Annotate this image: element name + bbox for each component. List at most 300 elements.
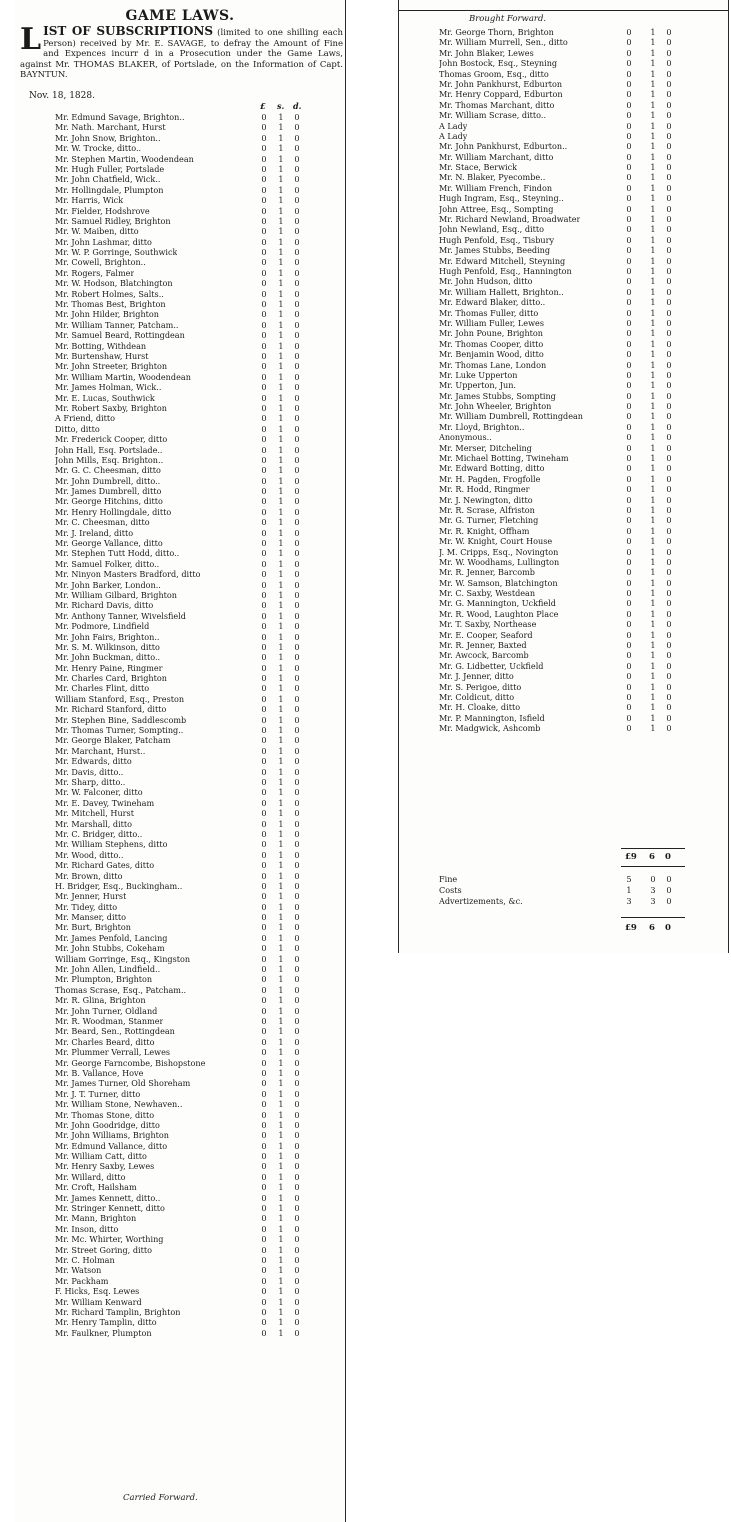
amount-pounds: 0: [261, 247, 267, 258]
amount-pence: 0: [294, 1161, 300, 1172]
amount-pounds: 0: [626, 27, 632, 37]
amount-pounds: 0: [261, 319, 267, 330]
amount-pounds: 0: [261, 278, 267, 289]
amount-pence: 0: [294, 1265, 300, 1276]
amount-shillings: 1: [278, 1192, 284, 1203]
list-item: [15, 673, 345, 683]
amount-pence: 0: [294, 880, 300, 891]
subscriber-name: Mr. James Stubbs, Sompting: [439, 390, 556, 401]
list-item: [15, 559, 345, 569]
amount-pounds: 0: [261, 361, 267, 372]
amount-pence: 0: [294, 309, 300, 320]
list-item: [399, 661, 728, 671]
expense-pence: 0: [666, 874, 672, 884]
amount-pence: 0: [666, 203, 672, 214]
list-item: [399, 682, 728, 692]
list-item: [15, 933, 345, 943]
amount-pence: 0: [666, 546, 672, 557]
amount-shillings: 1: [278, 299, 284, 310]
list-item: [399, 339, 728, 349]
amount-shillings: 1: [650, 421, 656, 432]
list-item: [15, 548, 345, 558]
amount-shillings: 1: [278, 319, 284, 330]
amount-pounds: 0: [261, 683, 267, 694]
list-item: [15, 735, 345, 745]
amount-shillings: 1: [278, 693, 284, 704]
amount-pounds: 0: [261, 569, 267, 580]
subscriber-name: Mr. Nath. Marchant, Hurst: [55, 122, 166, 133]
amount-pence: 0: [294, 392, 300, 403]
amount-pounds: 0: [261, 548, 267, 559]
subscriber-name: Mr. Coldicut, ditto: [439, 692, 515, 702]
list-item: [399, 360, 728, 370]
subscriber-name: Mr. Edmund Savage, Brighton..: [55, 112, 185, 122]
list-item: [399, 141, 728, 151]
amount-pounds: 0: [261, 143, 267, 154]
amount-pence: 0: [666, 390, 672, 401]
amount-pence: 0: [294, 257, 300, 268]
amount-pounds: 0: [626, 619, 632, 630]
intro-caps: IST OF SUBSCRIPTIONS: [43, 24, 214, 38]
amount-pence: 0: [294, 953, 300, 964]
subscriber-name: Mr. Henry Coppard, Edburton: [439, 89, 563, 100]
amount-pounds: 0: [261, 725, 267, 736]
amount-shillings: 1: [278, 278, 284, 289]
amount-pounds: 0: [261, 465, 267, 476]
expense-pence: 0: [666, 896, 672, 906]
amount-pence: 0: [294, 496, 300, 507]
amount-pence: 0: [294, 569, 300, 580]
list-item: [15, 922, 345, 932]
amount-shillings: 1: [278, 475, 284, 486]
amount-pence: 0: [294, 132, 300, 143]
subscriber-name: Mr. Merser, Ditcheling: [439, 442, 532, 453]
amount-pence: 0: [294, 943, 300, 954]
amount-shillings: 1: [650, 359, 656, 370]
list-item: [15, 808, 345, 818]
list-item: [399, 474, 728, 484]
amount-pounds: 0: [261, 174, 267, 185]
list-item: [15, 289, 345, 299]
amount-shillings: 1: [278, 486, 284, 497]
amount-shillings: 1: [278, 880, 284, 891]
list-item: [15, 694, 345, 704]
amount-shillings: 1: [278, 1203, 284, 1214]
grand-total-pence: 0: [665, 923, 671, 933]
amount-pence: 0: [666, 47, 672, 58]
list-item: [15, 580, 345, 590]
subscriber-name: Mr. Street Goring, ditto: [55, 1244, 152, 1255]
amount-pounds: 0: [626, 650, 632, 661]
amount-pounds: 0: [626, 68, 632, 79]
amount-shillings: 1: [650, 110, 656, 121]
amount-pence: 0: [294, 1306, 300, 1317]
list-item: [399, 297, 728, 307]
subscriber-name: Mr. E. Davey, Twineham: [55, 797, 155, 808]
amount-shillings: 1: [650, 442, 656, 453]
amount-shillings: 1: [278, 953, 284, 964]
amount-shillings: 1: [650, 453, 656, 464]
list-item: [399, 89, 728, 99]
amount-pence: 0: [294, 1005, 300, 1016]
list-item: [15, 226, 345, 236]
subscriber-name: Mr. Edwards, ditto: [55, 756, 132, 767]
amount-pounds: 0: [261, 756, 267, 767]
amount-shillings: 1: [650, 556, 656, 567]
subscriber-name: Mr. William Stephens, ditto: [55, 839, 168, 850]
subscriber-name: William Stanford, Esq., Preston: [55, 693, 185, 704]
subscriber-name: Mr. Marchant, Hurst..: [55, 745, 146, 756]
subscriber-name: Mr. George Hitchins, ditto: [55, 496, 163, 507]
subscriber-name: Mr. John Pankhurst, Edburton..: [439, 141, 568, 152]
amount-pence: 0: [294, 112, 300, 122]
amount-pence: 0: [666, 141, 672, 152]
amount-shillings: 1: [650, 338, 656, 349]
amount-shillings: 1: [278, 1119, 284, 1130]
subscriber-name: Hugh Penfold, Esq., Hannington: [439, 265, 572, 276]
subscriber-name: Mr. Luke Upperton: [439, 369, 518, 380]
list-item: [399, 110, 728, 120]
amount-shillings: 1: [650, 432, 656, 443]
amount-shillings: 1: [278, 735, 284, 746]
amount-pence: 0: [294, 631, 300, 642]
amount-shillings: 1: [650, 193, 656, 204]
amount-pounds: 0: [626, 203, 632, 214]
currency-header-pounds: £: [260, 101, 266, 111]
list-item: [15, 1182, 345, 1192]
amount-shillings: 1: [278, 839, 284, 850]
list-item: [15, 496, 345, 506]
amount-shillings: 1: [278, 964, 284, 975]
amount-pence: 0: [294, 122, 300, 133]
subscriber-name: Mr. Packham: [55, 1275, 109, 1286]
subscriber-name: Mr. Podmore, Lindfield: [55, 621, 150, 632]
subscriber-name: Mr. C. Cheesman, ditto: [55, 517, 150, 528]
amount-pence: 0: [666, 484, 672, 495]
amount-shillings: 1: [650, 411, 656, 422]
subscriber-name: Mr. Richard Stanford, ditto: [55, 704, 167, 715]
subscriber-name: Mr. Hugh Fuller, Portslade: [55, 163, 165, 174]
amount-pounds: 0: [261, 652, 267, 663]
subscriber-name: Mr. Burtenshaw, Hurst: [55, 350, 149, 361]
list-item: [15, 1328, 345, 1338]
list-item: [399, 650, 728, 660]
amount-pence: 0: [294, 1192, 300, 1203]
subscriber-name: Mr. Thomas Lane, London: [439, 359, 547, 370]
amount-pence: 0: [666, 577, 672, 588]
subscriber-name: Mr. Charles Flint, ditto: [55, 683, 150, 694]
list-item: [399, 547, 728, 557]
subscriber-name: Mr. John Streeter, Brighton: [55, 361, 168, 372]
sum-rule-bottom: [621, 866, 685, 867]
amount-pence: 0: [294, 756, 300, 767]
list-item: [399, 100, 728, 110]
amount-pounds: 0: [261, 444, 267, 455]
subscriber-name: Mr. William Kenward: [55, 1296, 142, 1307]
amount-pounds: 0: [261, 891, 267, 902]
amount-pounds: 0: [261, 112, 267, 122]
amount-shillings: 1: [278, 1296, 284, 1307]
amount-shillings: 1: [278, 236, 284, 247]
amount-pounds: 0: [626, 515, 632, 526]
drop-cap: L: [20, 22, 42, 57]
amount-pounds: 0: [261, 132, 267, 143]
amount-shillings: 1: [278, 517, 284, 528]
amount-pence: 0: [294, 818, 300, 829]
list-item: [15, 1099, 345, 1109]
amount-shillings: 1: [278, 891, 284, 902]
list-item: [15, 1307, 345, 1317]
amount-pounds: 0: [626, 588, 632, 599]
amount-pounds: 0: [626, 598, 632, 609]
amount-shillings: 1: [650, 515, 656, 526]
subscriber-name: John Newland, Esq., ditto: [439, 224, 544, 235]
list-item: [399, 640, 728, 650]
amount-pounds: 0: [626, 411, 632, 422]
amount-pence: 0: [666, 702, 672, 713]
subscriber-name: Mr. William Catt, ditto: [55, 1151, 147, 1162]
amount-shillings: 1: [278, 777, 284, 787]
amount-pence: 0: [666, 245, 672, 256]
amount-shillings: 1: [650, 608, 656, 619]
subscriber-name: Mr. Edmund Vallance, ditto: [55, 1140, 168, 1151]
list-item: [399, 453, 728, 463]
amount-pounds: 0: [626, 297, 632, 308]
amount-pounds: 0: [261, 226, 267, 237]
amount-pounds: 0: [261, 579, 267, 590]
list-item: [15, 1213, 345, 1223]
amount-shillings: 1: [650, 702, 656, 713]
amount-shillings: 1: [650, 650, 656, 661]
amount-pence: 0: [666, 89, 672, 100]
amount-pounds: 0: [261, 964, 267, 975]
amount-pounds: 0: [261, 995, 267, 1006]
amount-shillings: 1: [278, 943, 284, 954]
amount-shillings: 1: [650, 546, 656, 557]
amount-shillings: 1: [278, 870, 284, 881]
amount-pounds: 0: [626, 307, 632, 318]
amount-pence: 0: [294, 1151, 300, 1162]
list-item: [15, 1317, 345, 1327]
subscriber-name: Mr. John Hilder, Brighton: [55, 309, 159, 320]
amount-pence: 0: [666, 224, 672, 235]
total-shillings: 6: [649, 852, 655, 862]
amount-pence: 0: [294, 1244, 300, 1255]
amount-pounds: 0: [261, 589, 267, 600]
amount-shillings: 1: [278, 413, 284, 424]
subscriber-name: Ditto, ditto: [55, 423, 100, 434]
amount-pence: 0: [666, 130, 672, 141]
subscriber-name: Mr. Upperton, Jun.: [439, 380, 516, 391]
amount-pence: 0: [294, 725, 300, 736]
subscriber-name: Mr. G. Lidbetter, Uckfield: [439, 660, 544, 671]
list-item: [15, 902, 345, 912]
subscriber-name: Mr. George Vallance, ditto: [55, 538, 163, 549]
amount-pounds: 0: [261, 496, 267, 507]
subscriber-name: Mr. Plummer Verrall, Lewes: [55, 1047, 171, 1058]
amount-pence: 0: [666, 504, 672, 515]
amount-pounds: 0: [261, 828, 267, 839]
subscriber-name: Mr. Jenner, Hurst: [55, 891, 127, 902]
amount-pounds: 0: [261, 1130, 267, 1141]
list-item: [399, 172, 728, 182]
amount-pence: 0: [294, 402, 300, 413]
subscriber-name: Mr. James Stubbs, Beeding: [439, 245, 551, 256]
amount-pence: 0: [666, 265, 672, 276]
amount-pounds: 0: [261, 631, 267, 642]
amount-pence: 0: [666, 453, 672, 464]
amount-shillings: 1: [278, 112, 284, 122]
amount-pounds: 0: [626, 47, 632, 58]
list-item: [15, 393, 345, 403]
amount-pence: 0: [666, 99, 672, 110]
subscriber-name: Mr. John Blaker, Lewes: [439, 47, 534, 58]
amount-pounds: 0: [261, 974, 267, 985]
amount-shillings: 1: [278, 1161, 284, 1172]
amount-shillings: 1: [278, 1057, 284, 1068]
amount-shillings: 1: [278, 1317, 284, 1328]
amount-pounds: 0: [261, 1192, 267, 1203]
subscriber-name: Mr. W. Hodson, Blatchington: [55, 278, 173, 289]
list-item: [15, 476, 345, 486]
amount-pounds: 0: [261, 1057, 267, 1068]
amount-pence: 0: [666, 411, 672, 422]
list-item: [15, 715, 345, 725]
subscriber-name: Mr. Thomas Best, Brighton: [55, 299, 166, 310]
amount-shillings: 1: [278, 392, 284, 403]
list-item: [399, 48, 728, 58]
amount-shillings: 1: [650, 390, 656, 401]
list-item: [15, 299, 345, 309]
list-item: [15, 1161, 345, 1171]
amount-pounds: 0: [261, 1182, 267, 1193]
subscriber-name: Mr. Charles Card, Brighton: [55, 673, 167, 684]
subscriber-name: Mr. R. Hodd, Ringmer: [439, 484, 530, 495]
amount-pounds: 0: [261, 735, 267, 746]
amount-shillings: 1: [278, 558, 284, 569]
amount-pence: 0: [294, 641, 300, 652]
currency-header-shillings: s.: [277, 101, 285, 111]
amount-pounds: 0: [626, 380, 632, 391]
list-item: [399, 536, 728, 546]
list-item: [15, 746, 345, 756]
subscriber-name: Mr. Tidey, ditto: [55, 901, 118, 912]
amount-pence: 0: [294, 1171, 300, 1182]
subscriber-name: Mr. Harris, Wick: [55, 195, 124, 206]
amount-shillings: 1: [278, 1088, 284, 1099]
amount-pounds: 0: [261, 1317, 267, 1328]
amount-pounds: 0: [261, 184, 267, 195]
subscriber-name: Mr. W. Samson, Blatchington: [439, 577, 558, 588]
subscriber-name: Mr. Awcock, Barcomb: [439, 650, 529, 661]
list-item: [15, 1068, 345, 1078]
list-item: [15, 486, 345, 496]
amount-shillings: 1: [650, 473, 656, 484]
amount-pounds: 0: [261, 808, 267, 819]
amount-pence: 0: [666, 338, 672, 349]
amount-pence: 0: [666, 712, 672, 723]
amount-pounds: 0: [261, 777, 267, 787]
subscriber-name: Mr. William Gilbard, Brighton: [55, 589, 177, 600]
amount-shillings: 1: [650, 47, 656, 58]
subscriber-name: Mr. Beard, Sen., Rottingdean: [55, 1026, 175, 1037]
amount-pounds: 0: [626, 369, 632, 380]
subscriber-name: Mr. Robert Saxby, Brighton: [55, 402, 167, 413]
amount-pence: 0: [666, 255, 672, 266]
amount-pounds: 0: [261, 1036, 267, 1047]
expense-shillings: 3: [650, 896, 656, 906]
amount-pounds: 0: [261, 621, 267, 632]
subscriber-name: Mr. John Fairs, Brighton..: [55, 631, 160, 642]
amount-pounds: 0: [626, 494, 632, 505]
subscriber-name: Mr. John Chatfield, Wick..: [55, 174, 161, 185]
amount-pounds: 0: [261, 486, 267, 497]
subscriber-name: John Attree, Esq., Sompting: [439, 203, 554, 214]
amount-pence: 0: [666, 380, 672, 391]
subscriber-name: Mr. Plumpton, Brighton: [55, 974, 153, 985]
subscriber-name: Mr. R. Glina, Brighton: [55, 995, 146, 1006]
subscriber-name: Mr. Rogers, Falmer: [55, 267, 135, 278]
amount-pence: 0: [666, 629, 672, 640]
amount-shillings: 1: [650, 723, 656, 734]
amount-pounds: 0: [626, 432, 632, 443]
subscriber-name: Mr. Cowell, Brighton..: [55, 257, 146, 268]
subscriber-name: Mr. James Kennett, ditto..: [55, 1192, 161, 1203]
amount-pounds: 0: [626, 473, 632, 484]
list-item: [399, 328, 728, 338]
amount-shillings: 1: [278, 382, 284, 393]
amount-shillings: 1: [278, 1234, 284, 1245]
list-item: [15, 528, 345, 538]
amount-shillings: 1: [278, 371, 284, 382]
amount-pounds: 0: [626, 162, 632, 173]
list-item: [15, 538, 345, 548]
subscriber-name: Hugh Ingram, Esq., Steyning..: [439, 193, 564, 204]
list-item: [399, 443, 728, 453]
amount-pence: 0: [666, 307, 672, 318]
amount-shillings: 1: [278, 714, 284, 725]
amount-pence: 0: [294, 174, 300, 185]
amount-pence: 0: [666, 58, 672, 69]
amount-shillings: 1: [278, 195, 284, 206]
subscriber-name: Mr. John Snow, Brighton..: [55, 132, 161, 143]
amount-pounds: 0: [261, 912, 267, 923]
amount-pence: 0: [294, 299, 300, 310]
subscriber-name: Mr. George Blaker, Patcham: [55, 735, 171, 746]
subscriber-name: Mr. G. C. Cheesman, ditto: [55, 465, 161, 476]
amount-pounds: 0: [261, 745, 267, 756]
list-item: [399, 204, 728, 214]
amount-pence: 0: [294, 371, 300, 382]
subscriber-name: Mr. James Penfold, Lancing: [55, 932, 168, 943]
subscriber-name: Mr. C. Holman: [55, 1254, 115, 1265]
list-item: [15, 1234, 345, 1244]
list-item: [15, 621, 345, 631]
list-item: [15, 881, 345, 891]
subscriber-name: Mr. Madgwick, Ashcomb: [439, 723, 541, 734]
amount-pounds: 0: [261, 558, 267, 569]
list-item: [15, 1006, 345, 1016]
amount-shillings: 1: [650, 484, 656, 495]
amount-pounds: 0: [626, 265, 632, 276]
amount-pounds: 0: [261, 1327, 267, 1338]
amount-pence: 0: [294, 538, 300, 549]
amount-shillings: 1: [650, 504, 656, 515]
amount-pence: 0: [666, 473, 672, 484]
amount-pence: 0: [294, 236, 300, 247]
subscriber-name: Mr. Henry Tamplin, ditto: [55, 1317, 157, 1328]
amount-shillings: 1: [278, 330, 284, 341]
